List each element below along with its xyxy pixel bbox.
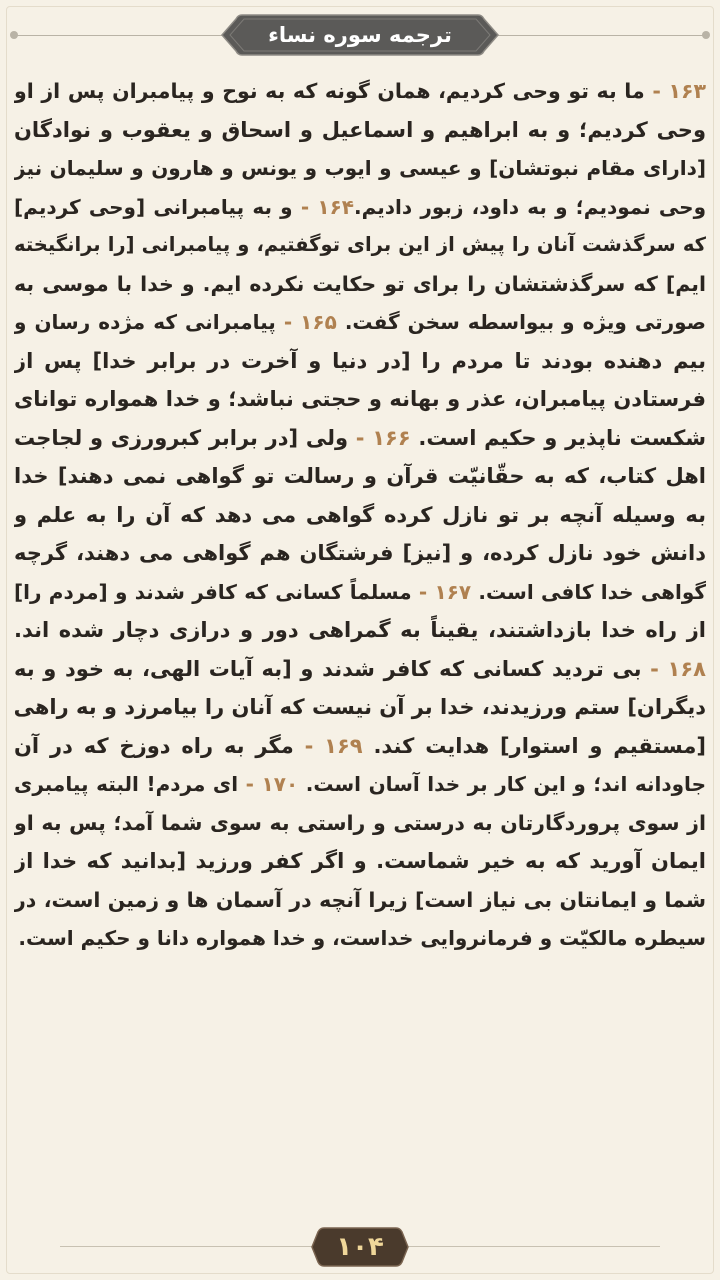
verse-text: ایم] که سرگذشتشان را برای تو حکایت نکرده ایم. و خدا با موسی به — [14, 271, 706, 296]
verse-text: ایمان آورید که به خیر شماست. و اگر کفر ورزید [بدانید که خدا از — [14, 849, 706, 873]
text-line — [14, 727, 706, 766]
text-line — [14, 72, 706, 111]
text-line — [14, 765, 706, 804]
verse-text: گواهی خدا کافی است. — [471, 579, 706, 604]
text-line — [14, 534, 706, 573]
text-line — [14, 188, 706, 227]
verse-text: فرستادن پیامبران، عذر و بهانه و حجتی نباشد؛ و خدا همواره توانای — [14, 387, 706, 411]
verse-text: ولی [در برابر کبرورزی و لجاجت — [14, 425, 356, 450]
header-rule-ornament-right — [702, 31, 710, 39]
text-line — [14, 573, 706, 612]
verse-number: ۱۶۸ - — [650, 656, 706, 681]
text-line — [14, 265, 706, 304]
verse-text: از راه خدا بازداشتند، یقیناً به گمراهی دور و درازی دچار شده اند. — [14, 618, 706, 642]
text-line — [14, 380, 706, 419]
text-line — [14, 111, 706, 150]
verse-text: وحی نمودیم؛ و به داود، زبور دادیم. — [353, 194, 706, 219]
text-line — [14, 226, 706, 265]
verse-text: اهل کتاب، که به حقّانیّت قرآن و رسالت تو گواهی نمی دهند] خدا — [14, 464, 706, 488]
text-line — [14, 419, 706, 458]
footer — [0, 1210, 720, 1280]
page-title: ترجمه سوره نساء — [268, 23, 452, 47]
verse-number: ۱۶۹ - — [304, 733, 363, 758]
verse-text: ای مردم! البته پیامبری — [14, 772, 246, 796]
verse-text: و به پیامبرانی [وحی کردیم] — [14, 194, 301, 219]
verse-number: ۱۶۴ - — [300, 194, 354, 219]
text-line — [14, 881, 706, 920]
translation-text — [14, 72, 706, 1212]
verse-number: ۱۶۶ - — [355, 425, 411, 450]
verse-text: مگر به راه دوزخ که در آن — [14, 733, 305, 758]
text-line — [14, 149, 706, 188]
verse-text: دیگران] ستم ورزیدند، خدا بر آن نیست که آنان را بیامرزد و به راهی — [14, 695, 706, 719]
verse-text: شکست ناپذیر و حکیم است. — [410, 425, 706, 450]
text-line — [14, 457, 706, 496]
verse-text: سیطره مالکیّت و فرمانروایی خداست، و خدا همواره دانا و حکیم است. — [18, 926, 706, 950]
verse-text: صورتی ویژه و بیواسطه سخن گفت. — [336, 310, 706, 334]
verse-text: مسلماً کسانی که کافر شدند و [مردم را] — [14, 579, 419, 604]
verse-text: [دارای مقام نبوتشان] و عیسی و ایوب و یونس و هارون و سلیمان نیز — [14, 156, 706, 180]
header-rule-ornament-left — [10, 31, 18, 39]
verse-text: که سرگذشت آنان را پیش از این برای توگفتیم، و پیامبرانی [را برانگیخته — [14, 233, 706, 256]
verse-text: دانش خود نازل کرده، و [نیز] فرشتگان هم گواهی می دهند، گرچه — [14, 541, 706, 565]
text-line — [14, 611, 706, 650]
verse-text: بیم دهنده بودند تا مردم را [در دنیا و آخرت در برابر خدا] پس از — [14, 348, 706, 373]
page-number: ۱۰۴ — [336, 1232, 384, 1262]
title-plate — [220, 13, 500, 57]
header — [0, 0, 720, 70]
verse-text: [مستقیم و استوار] هدایت کند. — [362, 733, 706, 758]
text-line — [14, 303, 706, 342]
verse-number: ۱۶۵ - — [283, 310, 337, 334]
verse-text: پیامبرانی که مژده رسان و — [14, 310, 284, 334]
text-line — [14, 804, 706, 843]
text-line — [14, 342, 706, 381]
text-line — [14, 919, 706, 958]
verse-text: وحی کردیم؛ و به ابراهیم و اسماعیل و اسحاق و یعقوب و نوادگان — [14, 117, 706, 142]
verse-text: بی تردید کسانی که کافر شدند و [به آیات الهی، به خود و به — [14, 656, 651, 681]
text-line — [14, 688, 706, 727]
text-line — [14, 650, 706, 689]
page-number-plate — [310, 1226, 410, 1268]
verse-number: ۱۶۳ - — [652, 79, 706, 103]
verse-text: به وسیله آنچه بر تو نازل کرده گواهی می دهد که آن را به علم و — [14, 502, 706, 527]
text-line — [14, 842, 706, 881]
verse-text: ما به تو وحی کردیم، همان گونه که به نوح و پیامبران پس از او — [14, 79, 653, 103]
verse-number: ۱۷۰ - — [245, 772, 299, 796]
verse-number: ۱۶۷ - — [418, 579, 472, 604]
verse-text: شما و ایمانتان بی نیاز است] زیرا آنچه در آسمان ها و زمین است، در — [14, 887, 706, 912]
verse-text: جاودانه اند؛ و این کار بر خدا آسان است. — [298, 772, 706, 796]
text-line — [14, 496, 706, 535]
verse-text: از سوی پروردگارتان به درستی و راستی به سوی شما آمد؛ پس به او — [14, 810, 706, 835]
